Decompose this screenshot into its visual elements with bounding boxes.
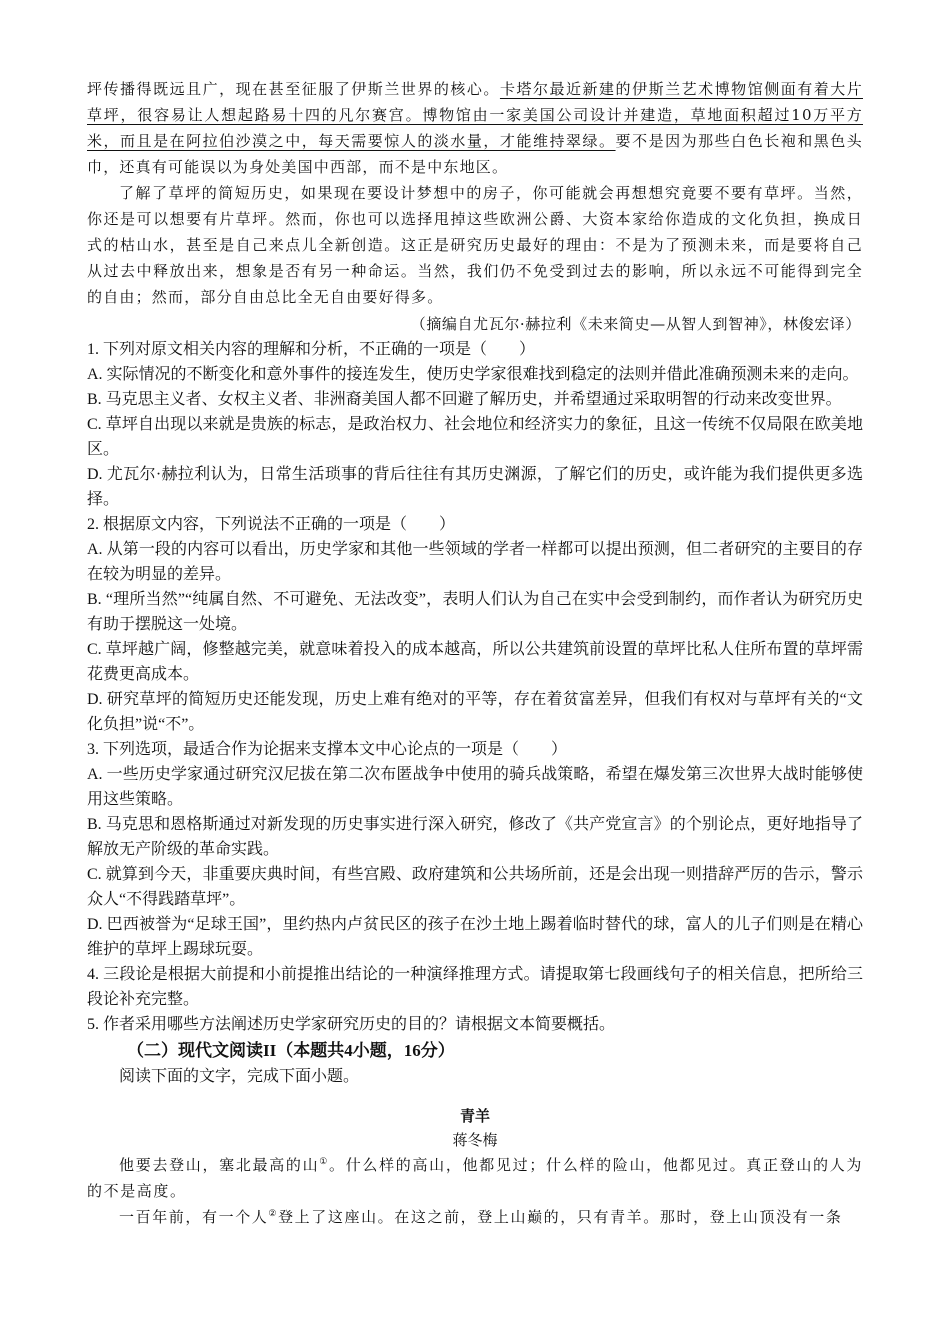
question-option: D. 尤瓦尔·赫拉利认为，日常生活琐事的背后往往有其历史渊源，了解它们的历史，或许能为我们提供更多选择。: [87, 466, 863, 508]
question-option: B. 马克思主义者、女权主义者、非洲裔美国人都不回避了解历史，并希望通过采取明智的行动来改变世界。: [87, 391, 842, 408]
question-option: D. 研究草坪的简短历史还能发现，历史上难有绝对的平等，存在着贫富差异，但我们有权对与草坪有关的“文化负担”说“不”。: [87, 691, 863, 733]
story-paragraph-1: [87, 1152, 863, 1204]
question-option: C. 草坪越广阔，修整越完美，就意味着投入的成本越高，所以公共建筑前设置的草坪比私人住所布置的草坪需花费更高成本。: [87, 641, 863, 683]
passage-p1-pre: 坪传播得既远且广，现在甚至征服了伊斯兰世界的核心。: [87, 80, 500, 98]
question-option: B. 马克思和恩格斯通过对新发现的历史事实进行深入研究，修改了《共产党宣言》的个别论点，更好地指导了解放无产阶级的革命实践。: [87, 816, 863, 858]
passage-p1-post: 要不是因为那些白色长袍和黑色头巾，还真有可能误以为身处美国中西部，而不是中东地区。: [87, 132, 863, 176]
question-option: A. 一些历史学家通过研究汉尼拔在第二次布匿战争中使用的骑兵战策略，希望在爆发第三次世界大战时能够使用这些策略。: [87, 766, 863, 808]
question-2: [87, 512, 863, 737]
question-option: D. 巴西被誉为“足球王国”，里约热内卢贫民区的孩子在沙土地上踢着临时替代的球，富人的儿子们则是在精心维护的草坪上踢球玩耍。: [87, 916, 863, 958]
question-5: 5. 作者采用哪些方法阐述历史学家研究历史的目的？请根据文本简要概括。: [87, 1016, 616, 1033]
passage-source: （摘编自尤瓦尔·赫拉利《未来简史—从智人到智神》，林俊宏译）: [410, 315, 861, 333]
story-title: 青羊: [459, 1107, 490, 1125]
section-2-title: （二）现代文阅读II（本题共4小题，16分）: [127, 1041, 455, 1060]
section-2-instruction: 阅读下面的文字，完成下面小题。: [119, 1068, 360, 1085]
footnote-marker-1: ①: [319, 1157, 330, 1167]
question-3: [87, 737, 863, 962]
question-option: A. 从第一段的内容可以看出，历史学家和其他一些领域的学者一样都可以提出预测，但二者研究的主要目的存在较为明显的差异。: [87, 541, 863, 583]
question-option: C. 草坪自出现以来就是贵族的标志，是政治权力、社会地位和经济实力的象征，且这一传统不仅局限在欧美地区。: [87, 416, 863, 458]
question-stem: 1. 下列对原文相关内容的理解和分析，不正确的一项是（ ）: [87, 341, 536, 358]
question-stem: 3. 下列选项，最适合作为论据来支撑本文中心论点的一项是（ ）: [87, 741, 568, 758]
question-1: [87, 337, 863, 512]
passage-p1-underlined: 卡塔尔最近新建的伊斯兰艺术博物馆侧面有着大片草坪，很容易让人想起路易十四的凡尔赛宫。博物馆由一家美国公司设计并建造，草地面积超过10万平方米，而且是在阿拉伯沙漠之中，每天需要惊人的淡水量，才能维持翠绿。: [87, 80, 863, 150]
question-4: 4. 三段论是根据大前提和小前提推出结论的一种演绎推理方式。请提取第七段画线句子的相关信息，把所给三段论补充完整。: [87, 966, 863, 1008]
story-author: 蒋冬梅: [452, 1131, 498, 1149]
question-option: A. 实际情况的不断变化和意外事件的接连发生，使历史学家很难找到稳定的法则并借此准确预测未来的走向。: [87, 366, 859, 383]
question-stem: 2. 根据原文内容，下列说法不正确的一项是（ ）: [87, 516, 456, 533]
story-p2-text-a: 一百年前，有一个人: [119, 1208, 269, 1226]
story-p2-text-b: 登上了这座山。在这之前，登上山巅的，只有青羊。那时，登上山顶没有一条: [278, 1208, 843, 1226]
story-p1-text-b: 。什么样的高山，他都见过；什么样的险山，他都见过。真正登山的人为的不是高度。: [87, 1156, 864, 1200]
story-p1-text-a: 他要去登山，塞北最高的山: [119, 1156, 320, 1174]
story-paragraph-2: [87, 1204, 863, 1230]
passage-paragraph-1: [87, 76, 863, 180]
passage-paragraph-2: 了解了草坪的简短历史，如果现在要设计梦想中的房子，你可能就会再想想究竟要不要有草坪。当然，你还是可以想要有片草坪。然而，你也可以选择甩掉这些欧洲公爵、大资本家给你造成的文化负担，换成日式的枯山水，甚至是自己来点儿全新创造。这正是研究历史最好的理由：不是为了预测未来，而是要将自己从过去中释放出来，想象是否有另一种命运。当然，我们仍不免受到过去的影响，所以永远不可能得到完全的自由；然而，部分自由总比全无自由要好得多。: [87, 184, 863, 306]
document-page: [87, 76, 863, 1230]
footnote-marker-2: ②: [268, 1209, 279, 1219]
question-option: C. 就算到今天，非重要庆典时间，有些宫殿、政府建筑和公共场所前，还是会出现一则措辞严厉的告示，警示众人“不得践踏草坪”。: [87, 866, 863, 908]
question-option: B. “理所当然”“纯属自然、不可避免、无法改变”，表明人们认为自己在实中会受到制约，而作者认为研究历史有助于摆脱这一处境。: [87, 591, 863, 633]
